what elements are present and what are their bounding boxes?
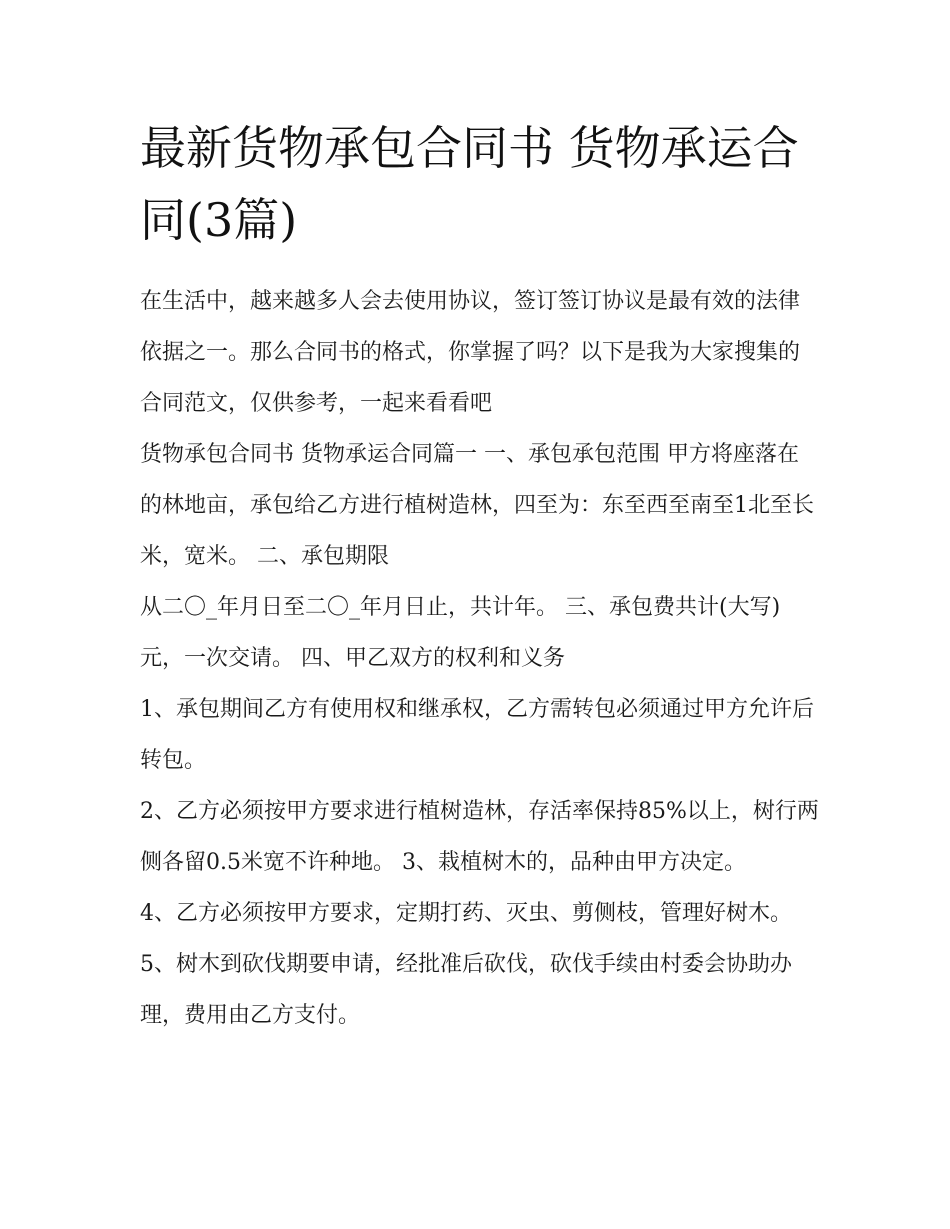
paragraph-intro: 在生活中，越来越多人会去使用协议，签订签订协议是最有效的法律依据之一。那么合同书的格式，你掌握了吗？以下是我为大家搜集的合同范文，仅供参考，一起来看看吧 bbox=[140, 289, 801, 416]
paragraph-term: 从二〇_年月日至二〇_年月日止，共计年。 三、承包费共计(大写)元，一次交请。 四、甲乙双方的权利和义务 bbox=[140, 595, 781, 671]
document-title: 最新货物承包合同书 货物承运合同(3篇) bbox=[140, 121, 799, 247]
paragraph-clause-2-3: 2、乙方必须按甲方要求进行植树造林，存活率保持85%以上，树行两侧各留0.5米宽不许种地。 3、栽植树木的，品种由甲方决定。 bbox=[140, 799, 819, 875]
paragraph-section-one: 货物承包合同书 货物承运合同篇一 一、承包承包范围 甲方将座落在的林地亩，承包给乙方进行植树造林，四至为：东至西至南至1北至长米，宽米。 二、承包期限 bbox=[140, 442, 814, 569]
paragraph-clause-4-5: 4、乙方必须按甲方要求，定期打药、灭虫、剪侧枝，管理好树木。 5、树木到砍伐期要申请，经批准后砍伐，砍伐手续由村委会协助办理，费用由乙方支付。 bbox=[140, 901, 792, 1028]
document-body bbox=[140, 276, 820, 1041]
paragraph-clause-1: 1、承包期间乙方有使用权和继承权，乙方需转包必须通过甲方允许后转包。 bbox=[140, 697, 814, 773]
